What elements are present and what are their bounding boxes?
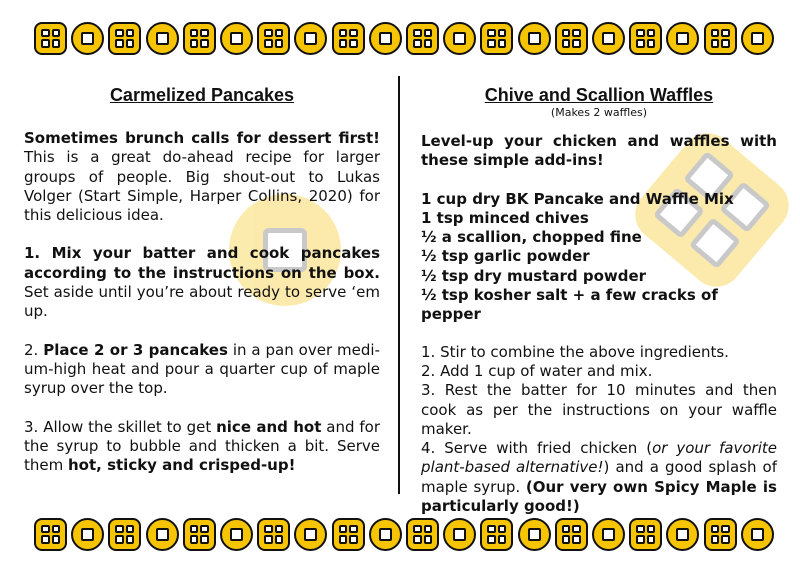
coin-icon [666,518,699,551]
right-recipe-title: Chive and Scallion Waffles [484,85,714,105]
waffle-icon [34,518,67,551]
coin-icon [220,518,253,551]
right-step: 3. Rest the batter for 10 minutes and then cook as per the instructions on your waffle maker. [421,381,777,438]
coin-icon [741,518,774,551]
waffle-icon [406,22,439,55]
left-step-1 [24,244,380,321]
left-step-1-bold: 1. Mix your batter and cook pancakes according to the instructions on the box. [24,244,380,282]
waffle-icon [704,22,737,55]
right-steps [421,343,777,517]
coin-icon [369,22,402,55]
right-step: 2. Add 1 cup of water and mix. [421,361,653,380]
waffle-icon [332,518,365,551]
waffle-icon [406,518,439,551]
right-step-4-prefix: 4. Serve with fried chicken ( [421,439,653,458]
right-recipe-subtitle: (Makes 2 waffles) [550,106,648,119]
waffle-icon [480,22,513,55]
coin-icon [666,22,699,55]
waffle-icon [183,22,216,55]
left-intro-text: This is a great do-ahead recipe for larger groups of people. Big shout-out to Lukas Volger (Start Simple, Harper Collins, 2020) for this delicious idea. [24,148,380,225]
coin-icon [518,518,551,551]
column-divider [398,76,400,494]
waffle-icon [183,518,216,551]
right-step: 1. Stir to combine the above ingredients. [421,342,729,361]
left-step-1-text: Set aside until you’re about ready to serve ‘em up. [24,283,380,321]
waffle-icon [257,518,290,551]
ingredient-list [421,190,777,325]
coin-icon [369,518,402,551]
right-recipe [421,84,777,516]
coin-icon [146,22,179,55]
right-step-4-bold: (Our very own Spicy Maple is particularly good!) [421,477,777,516]
waffle-icon [108,22,141,55]
left-intro-bold: Sometimes brunch calls for dessert first! [24,129,380,147]
left-intro [24,129,380,225]
coin-icon [71,22,104,55]
waffle-icon [108,518,141,551]
coin-icon [71,518,104,551]
ingredient-item: 1 tsp minced chives [421,208,589,227]
waffle-icon [555,518,588,551]
top-border [34,18,774,58]
coin-icon [220,22,253,55]
right-step-4-italic: or your favorite plant-based alternative! [421,439,777,477]
waffle-icon [332,22,365,55]
coin-icon [592,22,625,55]
left-step-2-text: in a pan over medi-um-high heat and pour a quarter cup of maple syrup over the top. [24,340,380,398]
left-step-3-prefix: 3. Allow the skillet to get [24,417,217,436]
ingredient-item: ½ a scallion, chopped fine [421,228,642,247]
bottom-border [34,514,774,554]
left-step-3-bold-2: hot, sticky and crisped-up! [68,456,296,475]
ingredient-item: ½ tsp garlic powder [421,247,590,266]
left-step-3-bold-1: nice and hot [216,417,322,436]
ingredient-item: ½ tsp kosher salt + a few cracks of pepper [421,286,718,324]
waffle-icon [257,22,290,55]
left-step-2-prefix: 2. [24,340,44,359]
waffle-icon [629,22,662,55]
left-step-3-mid: and for the syrup to bubble and thicken a bit. Serve them [24,417,380,475]
left-step-2 [24,341,380,399]
coin-icon [294,22,327,55]
left-step-3 [24,418,380,476]
ingredient-item: ½ tsp dry mustard powder [421,266,647,285]
coin-icon [146,518,179,551]
left-recipe-title: Carmelized Pancakes [109,85,295,105]
waffle-icon [704,518,737,551]
ingredient-item: 1 cup dry BK Pancake and Waffle Mix [421,189,734,208]
waffle-icon [480,518,513,551]
coin-icon [443,518,476,551]
coin-icon [741,22,774,55]
waffle-icon [555,22,588,55]
right-intro: Level-up your chicken and waffles with these simple add-ins! [421,132,777,170]
coin-icon [518,22,551,55]
coin-icon [592,518,625,551]
right-step-4 [421,439,777,516]
coin-icon [443,22,476,55]
waffle-icon [629,518,662,551]
left-recipe [24,84,380,475]
coin-icon [294,518,327,551]
waffle-icon [34,22,67,55]
right-step-4-mid: ) and a good splash of maple syrup. [421,458,777,496]
left-step-2-bold: Place 2 or 3 pancakes [43,340,228,359]
